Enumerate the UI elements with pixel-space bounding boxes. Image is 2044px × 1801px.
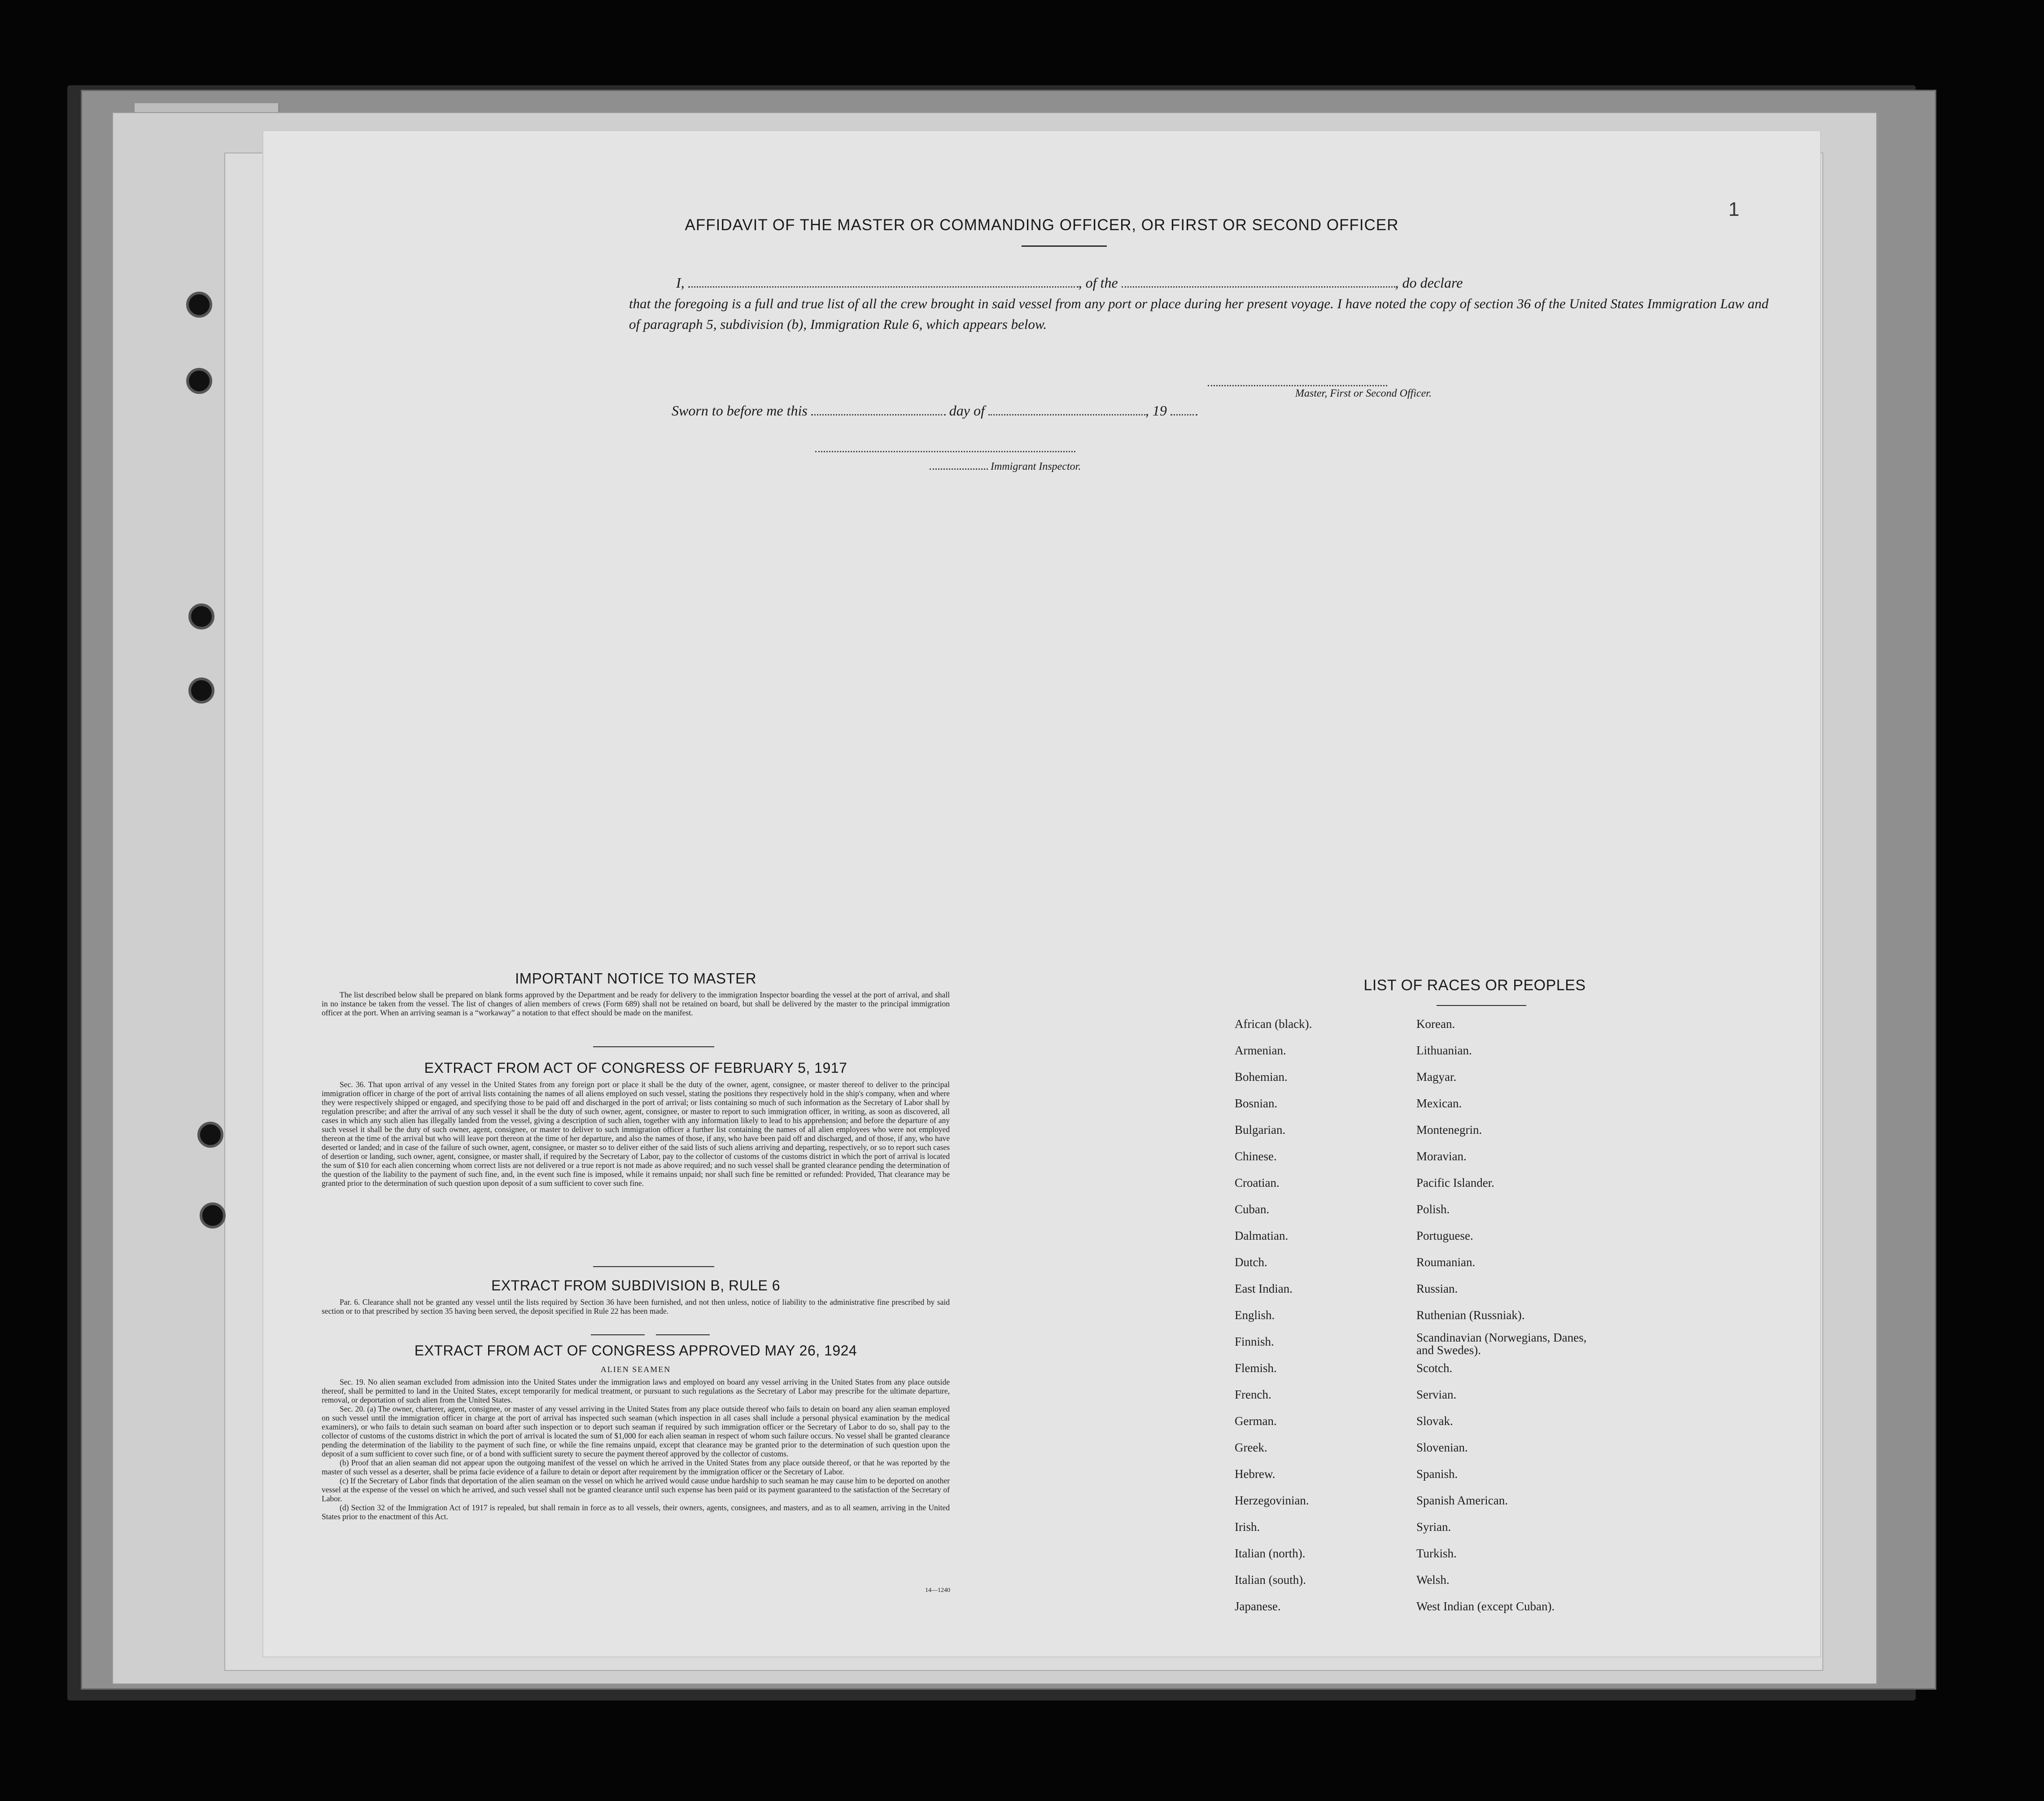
race-item: Irish.	[1235, 1520, 1260, 1534]
race-item: Magyar.	[1416, 1070, 1457, 1084]
races-title-rule	[1437, 1005, 1526, 1006]
page-corner-mark: 1	[1728, 198, 1739, 220]
binder-hole-icon	[197, 1122, 223, 1148]
race-item: Cuban.	[1235, 1202, 1270, 1216]
declaration-line	[676, 275, 1463, 291]
race-item: Russian.	[1416, 1282, 1458, 1295]
race-item: Flemish.	[1235, 1361, 1277, 1375]
extract-1917-title: EXTRACT FROM ACT OF CONGRESS OF FEBRUARY 5, 1917	[424, 1060, 847, 1076]
race-item: Herzegovinian.	[1235, 1494, 1309, 1507]
declaration-of-the: , of the	[1078, 275, 1118, 291]
race-item: Bulgarian.	[1235, 1123, 1286, 1137]
notice-paragraph: The list described below shall be prepared on blank forms approved by the Department and be ready for delivery to the immigration Inspector boarding the vessel at the port of arrival, and shall in no instance be taken from the vessel. The list of changes of alien members of crews (Form 689) shall not be retained on board, but shall be delivered by the master to the principal immigration officer at the port. When an arriving seaman is a “workaway” a notation to that effect should be made on the manifest.	[322, 990, 950, 1017]
alien-seamen-subtitle: ALIEN SEAMEN	[600, 1365, 671, 1374]
signature-label: Master, First or Second Officer.	[1295, 388, 1432, 399]
extract-1924-paragraph: (d) Section 32 of the Immigration Act of 1917 is repealed, but shall remain in force as to all vessels, their owners, agents, consignees, and masters, and as to all seamen, arriving in the United States prior to the enactment of this Act.	[322, 1503, 950, 1521]
inspector-row	[930, 461, 1081, 473]
race-item: Bohemian.	[1235, 1070, 1288, 1084]
races-title: LIST OF RACES OR PEOPLES	[1363, 977, 1586, 994]
affidavit-body: that the foregoing is a full and true list of all the crew brought in said vessel from any port or place during her present voyage. I have noted the copy of section 36 of the United States Immigration Law and of paragraph 5, subdivision (b), Immigration Rule 6, which appears below.	[629, 296, 1769, 332]
sworn-year-blank[interactable]	[1170, 414, 1197, 415]
declaration-end: , do declare	[1395, 275, 1463, 291]
sworn-line	[672, 402, 1197, 419]
sworn-text: Sworn to before me this	[672, 402, 808, 419]
race-item: Armenian.	[1235, 1044, 1286, 1057]
race-item: English.	[1235, 1308, 1275, 1322]
race-item: Greek.	[1235, 1441, 1267, 1454]
race-item: East Indian.	[1235, 1282, 1293, 1295]
sworn-year-prefix: , 19	[1145, 402, 1167, 419]
race-item: Finnish.	[1235, 1335, 1274, 1348]
race-item: Portuguese.	[1416, 1229, 1473, 1242]
race-item: Roumanian.	[1416, 1255, 1476, 1269]
extract-1917-paragraph: Sec. 36. That upon arrival of any vessel in the United States from any foreign port or place it shall be the duty of the owner, agent, consignee, or master thereof to deliver to the principal immigration officer in charge of the port of arrival lists containing the names of all aliens employed on such vessel, stating the positions they respectively hold in the ship's company, when and where they were respectively shipped or engaged, and specifying those to be paid off and discharged in the port of arrival; or lists containing so much of such information as the Secretary of Labor shall by regulation prescribe; and after the arrival of any such vessel it shall be the duty of such owner, agent, consignee, or master to report to such immigration officer, in writing, as soon as discovered, all cases in which any such alien has illegally landed from the vessel, giving a description of such alien, together with any information likely to lead to his apprehension; and before the departure of any such vessel it shall be the duty of such owner, agent, consignee, or master to deliver to such immigration officer a further list containing the names of all alien employees who were not employed thereon at the time of the arrival but who will leave port thereon at the time of her departure, and also the names of those, if any, who have been paid off and discharged, and of those, if any, who have deserted or landed; and in case of the failure of such owner, agent, consignee, or master so to deliver either of the said lists of such aliens arriving and departing, respectively, or so to report such cases of desertion or landing, such owner, agent, consignee, or master shall, if required by the Secretary of Labor, pay to the collector of customs of the customs district in which the port of arrival is located the sum of $10 for each alien concerning whom correct lists are not delivered or a true report is not made as above required; and no such vessel shall be granted clearance pending the determination of the question of the liability to the payment of such fine, and, in the event such fine is imposed, while it remains unpaid; nor shall such fine be remitted or refunded: Provided, That clearance may be granted prior to the determination of such question upon deposit of a sum sufficient to cover such fine.	[322, 1080, 950, 1188]
race-item: Pacific Islander.	[1416, 1176, 1494, 1189]
race-item: Scandinavian (Norwegians, Danes, and Swedes).	[1416, 1331, 1587, 1357]
race-item: Spanish American.	[1416, 1494, 1508, 1507]
inspector-signature-blank[interactable]	[815, 450, 1075, 452]
sworn-day-of: day of	[949, 402, 985, 419]
section-divider	[591, 1334, 645, 1335]
extract-rule6-paragraph: Par. 6. Clearance shall not be granted any vessel until the lists required by Section 36 have been furnished, and not then unless, notice of liability to the administrative fine prescribed by said section or to that prescribed by section 35 having been served, the deposit specified in Rule 22 has been made.	[322, 1298, 950, 1316]
extract-1924-title: EXTRACT FROM ACT OF CONGRESS APPROVED MAY 26, 1924	[414, 1342, 857, 1359]
vessel-name-blank[interactable]	[1122, 286, 1395, 288]
title-rule	[1022, 245, 1107, 247]
master-name-blank[interactable]	[688, 286, 1079, 288]
race-item: Korean.	[1416, 1017, 1455, 1031]
race-item: Chinese.	[1235, 1150, 1277, 1163]
binder-hole-icon	[186, 368, 212, 394]
race-item: Slovak.	[1416, 1414, 1453, 1428]
binder-hole-icon	[186, 292, 212, 318]
race-item: Turkish.	[1416, 1547, 1457, 1560]
race-item: Bosnian.	[1235, 1097, 1278, 1110]
race-item: Dutch.	[1235, 1255, 1267, 1269]
manifest-page	[262, 130, 1821, 1657]
race-item: Hebrew.	[1235, 1467, 1275, 1481]
affidavit-title: AFFIDAVIT OF THE MASTER OR COMMANDING OFFICER, OR FIRST OR SECOND OFFICER	[685, 216, 1399, 234]
sworn-day-blank[interactable]	[811, 414, 946, 415]
race-item: Dalmatian.	[1235, 1229, 1288, 1242]
inspector-lead-dots	[930, 468, 988, 470]
notice-title: IMPORTANT NOTICE TO MASTER	[515, 970, 756, 987]
race-item: Scotch.	[1416, 1361, 1453, 1375]
section-divider	[656, 1334, 710, 1335]
extract-1917-text	[322, 1080, 950, 1188]
race-item: French.	[1235, 1388, 1271, 1401]
race-item: Polish.	[1416, 1202, 1450, 1216]
extract-1924-paragraph: (b) Proof that an alien seaman did not appear upon the outgoing manifest of the vessel on which he arrived in the United States from any place outside thereof, or that he was reported by the master of such vessel as a deserter, shall be prima facie evidence of a failure to detain or deport after requirement by the immigration officer or the Secretary of Labor.	[322, 1458, 950, 1476]
declaration-i: I,	[676, 275, 685, 291]
race-item: German.	[1235, 1414, 1277, 1428]
notice-text	[322, 990, 950, 1017]
race-item: Italian (north).	[1235, 1547, 1306, 1560]
sworn-month-blank[interactable]	[988, 414, 1145, 415]
race-item: Slovenian.	[1416, 1441, 1468, 1454]
master-signature-blank[interactable]	[1208, 385, 1387, 386]
extract-rule6-text	[322, 1298, 950, 1316]
extract-1924-paragraph: Sec. 19. No alien seaman excluded from admission into the United States under the immigration laws and employed on board any vessel arriving in the United States from any place outside thereof, shall be permitted to land in the United States, except temporarily for medical treatment, or pursuant to such regulations as the Secretary of Labor may prescribe for the ultimate departure, removal, or deportation of such alien from the United States.	[322, 1377, 950, 1404]
race-item: Welsh.	[1416, 1573, 1450, 1587]
race-item: Montenegrin.	[1416, 1123, 1482, 1137]
race-item: West Indian (except Cuban).	[1416, 1600, 1555, 1613]
extract-1924-text	[322, 1377, 950, 1521]
race-item: Lithuanian.	[1416, 1044, 1472, 1057]
race-item: Japanese.	[1235, 1600, 1281, 1613]
race-item: Moravian.	[1416, 1150, 1467, 1163]
form-number: 14—1240	[925, 1587, 950, 1594]
extract-rule6-title: EXTRACT FROM SUBDIVISION B, RULE 6	[491, 1277, 781, 1294]
race-item: Italian (south).	[1235, 1573, 1306, 1587]
inspector-label: Immigrant Inspector.	[991, 461, 1081, 472]
race-item: Syrian.	[1416, 1520, 1451, 1534]
race-item: African (black).	[1235, 1017, 1312, 1031]
race-item: Servian.	[1416, 1388, 1457, 1401]
binder-hole-icon	[188, 678, 214, 704]
extract-1924-paragraph: Sec. 20. (a) The owner, charterer, agent, consignee, or master of any vessel arriving in the United States from any place outside thereof who fails to detain on board any alien seaman employed on such vessel until the immigration officer in charge at the port of arrival has inspected such seaman (which inspection in all cases shall include a personal physical examination by the medical examiners), or who fails to detain such seaman on board after such inspection or to deport such seaman if required by such immigration officer or the Secretary of Labor to do so, shall pay to the collector of customs of the customs district in which the port of arrival is located the sum of $1,000 for each alien seaman in respect of whom such failure occurs. No vessel shall be granted clearance pending the determination of the liability to the payment of such fine, or while the fine remains unpaid, except that clearance may be granted prior to the determination of such question upon the deposit of a sum sufficient to cover such fine, or of a bond with sufficient surety to secure the payment thereof approved by the collector of customs.	[322, 1404, 950, 1458]
race-item: Mexican.	[1416, 1097, 1462, 1110]
section-divider	[593, 1046, 714, 1047]
binder-hole-icon	[200, 1202, 226, 1228]
race-item: Croatian.	[1235, 1176, 1280, 1189]
binder-hole-icon	[188, 603, 214, 629]
race-item: Spanish.	[1416, 1467, 1458, 1481]
extract-1924-paragraph: (c) If the Secretary of Labor finds that deportation of the alien seaman on the vessel on which he arrived would cause undue hardship to such seaman he may cause him to be deported on another vessel at the expense of the vessel on which he arrived, and such vessel shall not be granted clearance until such expense has been paid or its payment guaranteed to the satisfaction of the Secretary of Labor.	[322, 1476, 950, 1503]
race-item: Ruthenian (Russniak).	[1416, 1308, 1525, 1322]
section-divider	[593, 1266, 714, 1267]
